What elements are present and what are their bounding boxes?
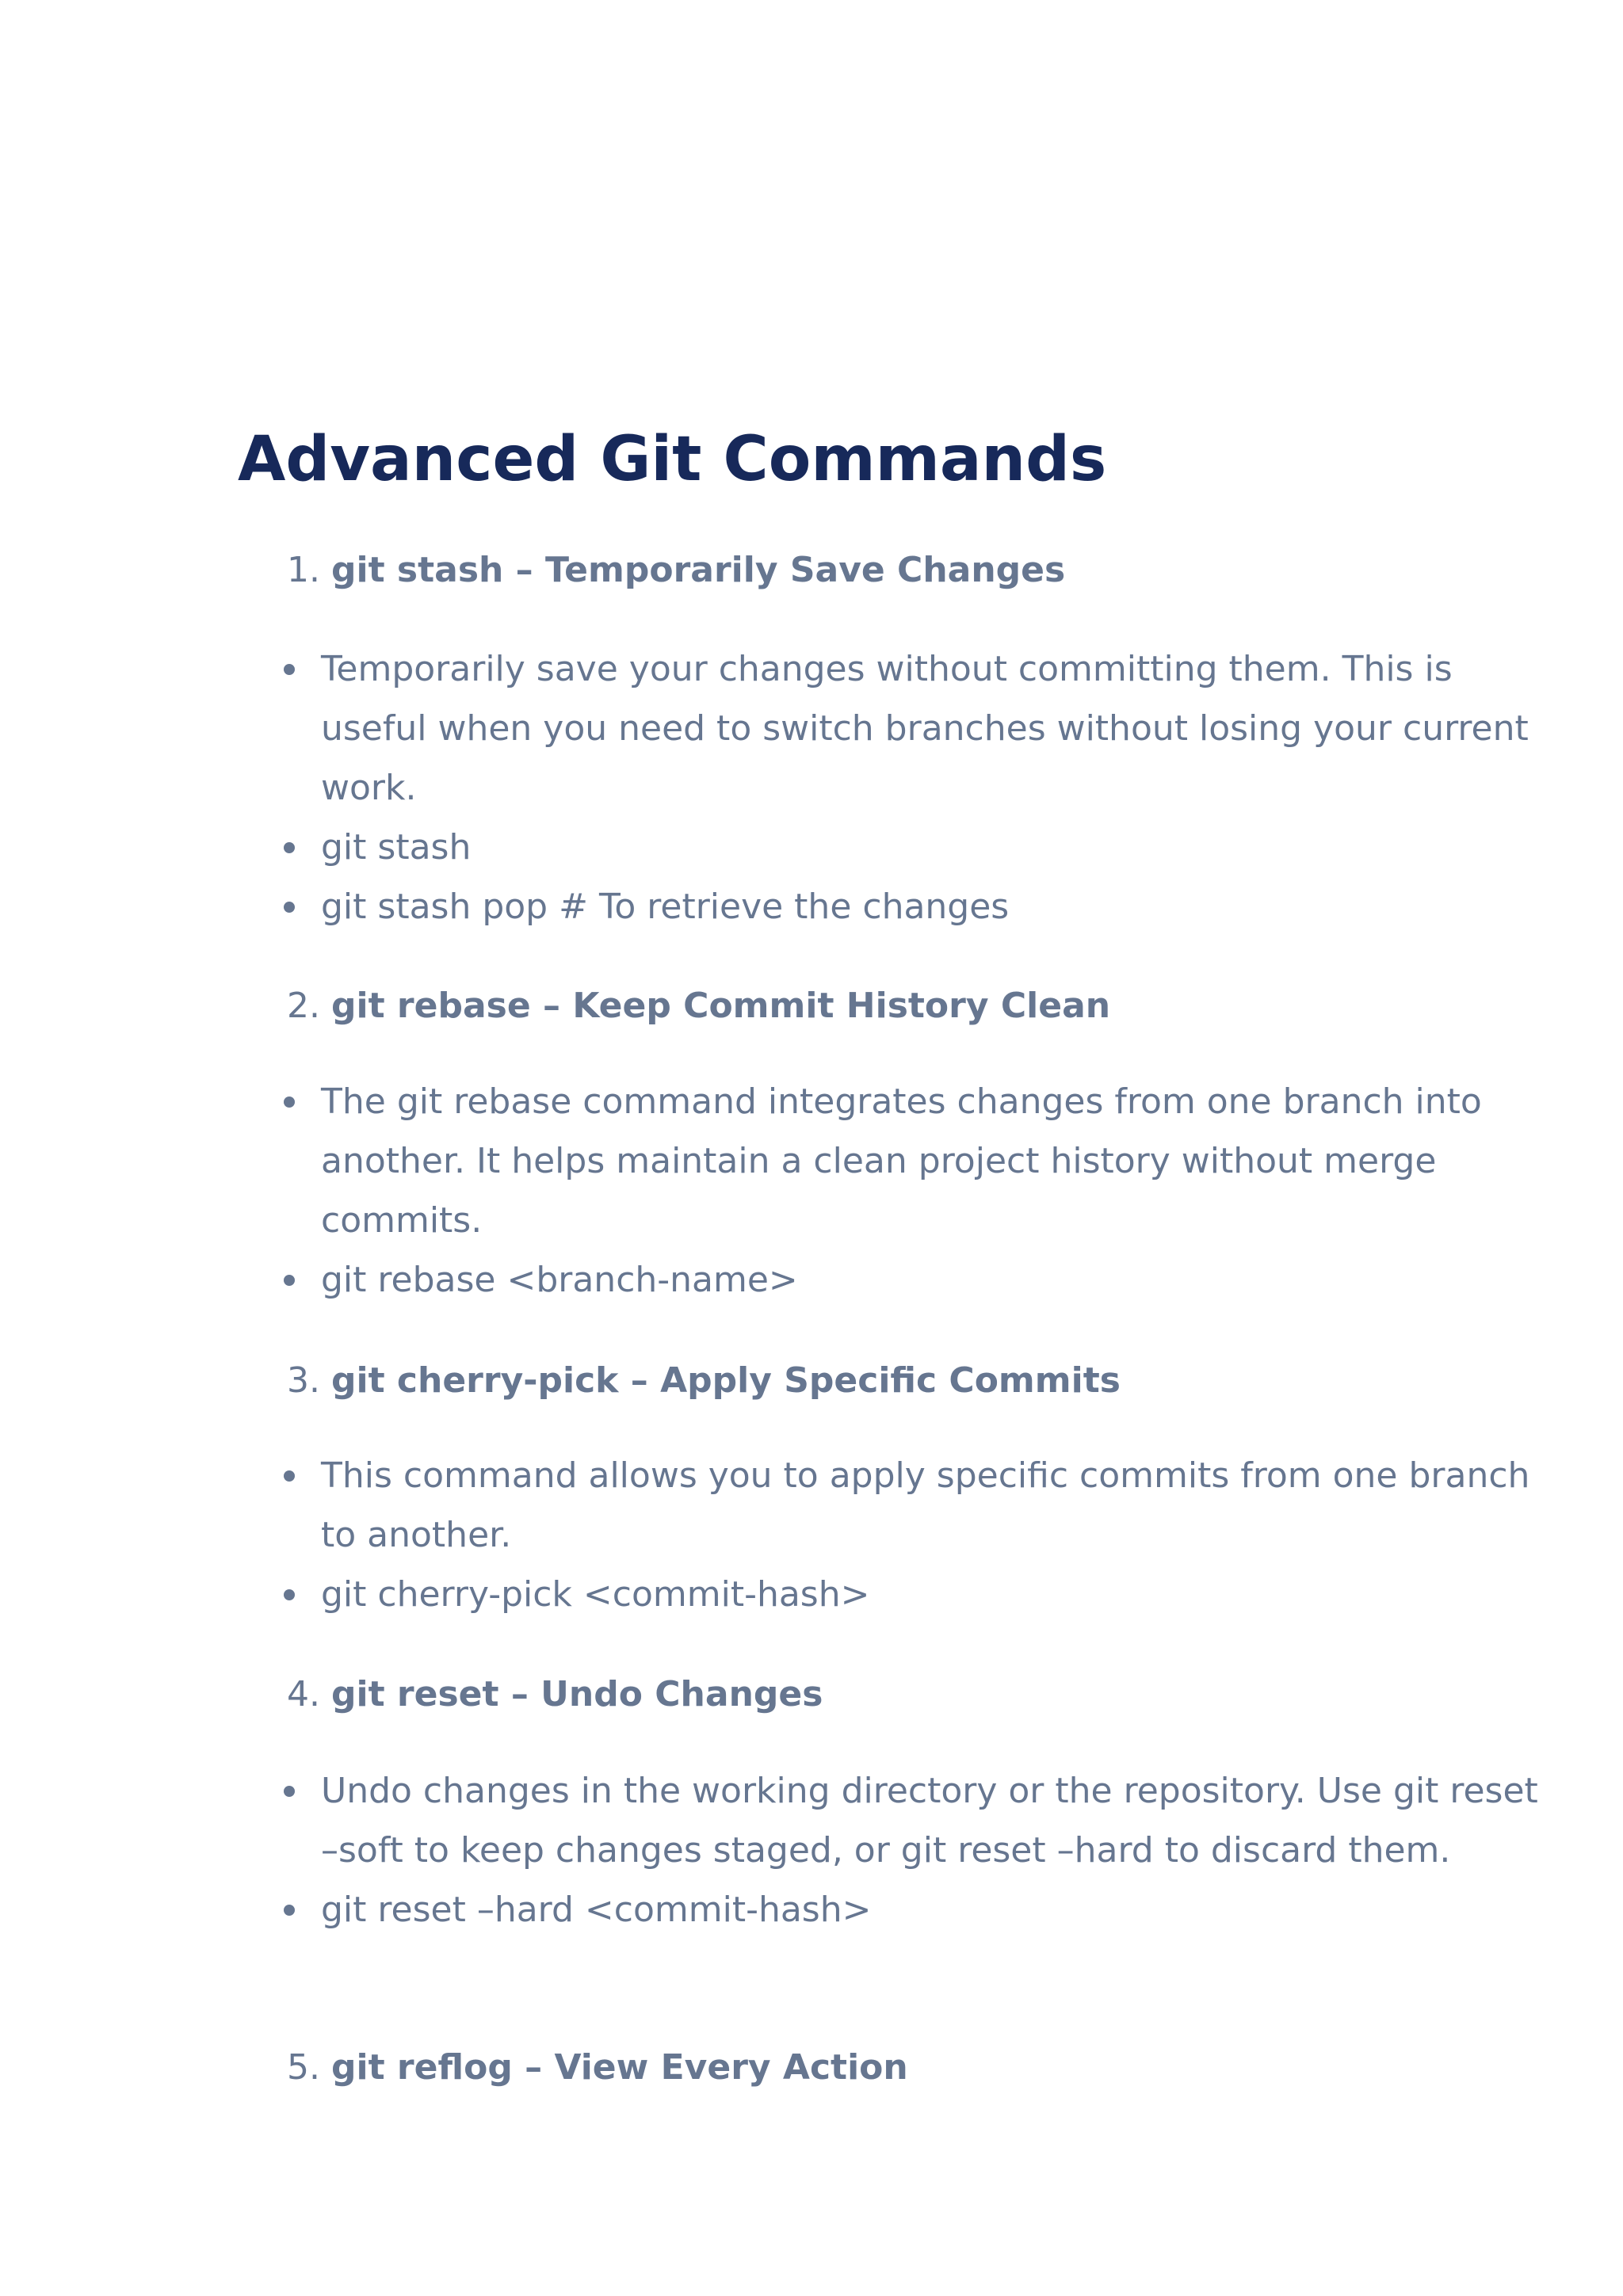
section-number: 3. [287,1360,320,1401]
bullet-text: git cherry-pick <commit-hash> [321,1574,870,1615]
section-heading [238,1671,1426,1718]
bullet-text: git stash pop # To retrieve the changes [321,887,1010,927]
section-heading [238,2044,1426,2092]
bullet-text: git rebase <branch-name> [321,1260,798,1300]
bullet-dot-icon [284,1275,295,1286]
bullet-text: Undo changes in the working directory or the repository. Use git reset –soft to keep changes staged, or git reset –hard to discard them. [321,1771,1538,1871]
bullet-list [238,1072,1482,1310]
section-number: 1. [287,550,320,590]
list-item [238,1250,1541,1310]
list-item [238,1072,1541,1250]
section-title: git reflog – View Every Action [331,2047,908,2088]
section-title: git stash – Temporarily Save Changes [331,550,1066,590]
list-item [238,1565,1541,1624]
section-number: 2. [287,986,320,1026]
section-heading [238,1357,1426,1405]
list-item [238,639,1541,818]
section-title: git reset – Undo Changes [331,1674,823,1714]
bullet-dot-icon [284,842,295,853]
bullet-list [238,1761,1538,1939]
page-title: Advanced Git Commands [238,424,1107,495]
list-item [238,1880,1541,1939]
bullet-list [238,1446,1530,1624]
list-item [238,818,1541,877]
bullet-dot-icon [284,1470,295,1482]
bullet-dot-icon [284,1589,295,1600]
bullet-list [238,639,1529,936]
list-item [238,1446,1541,1565]
bullet-text: git stash [321,827,472,868]
section-number: 5. [287,2047,320,2088]
section-heading [238,982,1426,1030]
section-title: git rebase – Keep Commit History Clean [331,986,1111,1026]
bullet-text: The git rebase command integrates changes from one branch into another. It helps maintain a clean project history without merge commits. [321,1081,1482,1241]
bullet-dot-icon [284,1786,295,1797]
section-number: 4. [287,1674,320,1714]
bullet-dot-icon [284,902,295,913]
bullet-dot-icon [284,1905,295,1916]
list-item [238,877,1541,936]
list-item [238,1761,1541,1880]
bullet-dot-icon [284,664,295,675]
bullet-dot-icon [284,1097,295,1108]
section-title: git cherry-pick – Apply Specific Commits [331,1360,1121,1401]
bullet-text: This command allows you to apply specific commits from one branch to another. [321,1455,1530,1555]
section-heading [238,547,1426,594]
bullet-text: git reset –hard <commit-hash> [321,1890,872,1930]
bullet-text: Temporarily save your changes without committing them. This is useful when you need to switch branches without losing your current work. [321,649,1529,808]
